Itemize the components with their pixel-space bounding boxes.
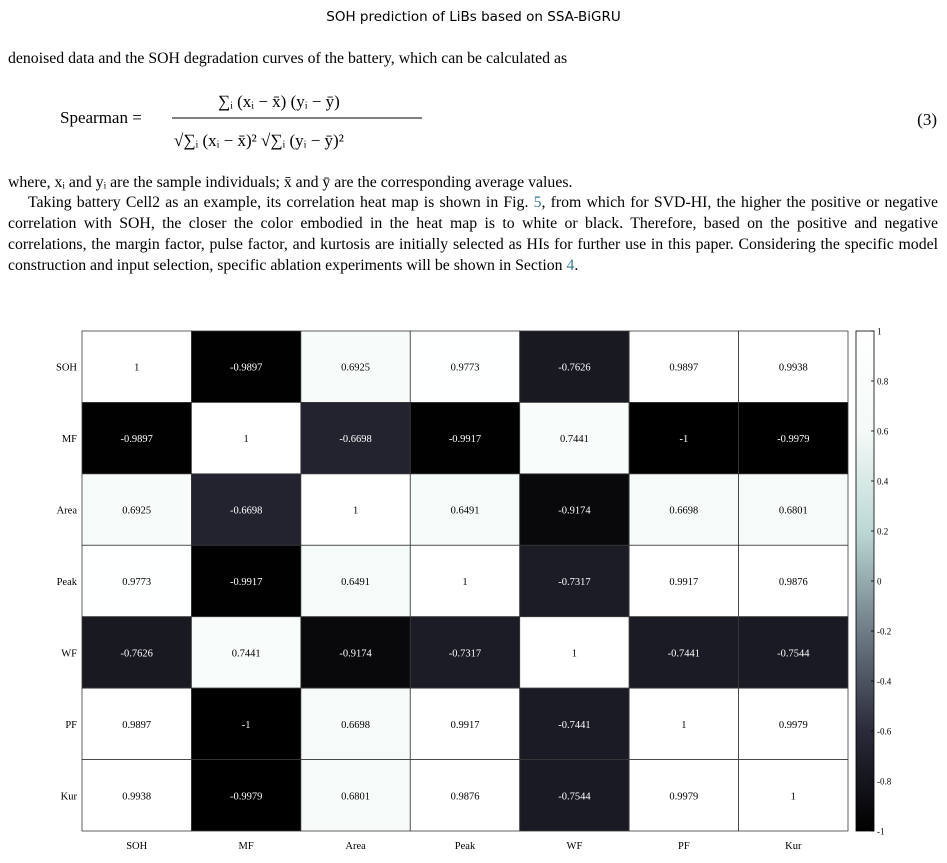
heatmap-cell-value: -0.7317 [558,577,591,588]
colorbar-tick-label: 0 [877,576,882,587]
heatmap-cell-value: 0.9979 [669,791,699,803]
heatmap-cell-value: 0.6698 [669,505,699,517]
colorbar-tick-label: 1 [877,326,882,337]
row-label: WF [61,648,77,660]
column-label: PF [678,841,690,852]
heatmap-cell-value: 0.7441 [559,434,589,446]
heatmap-cell-value: 0.6925 [341,362,371,374]
heatmap-cell-value: -0.9897 [229,362,263,374]
equation-block [0,86,947,164]
heatmap-cell-value: 0.9979 [778,719,808,731]
row-label: PF [65,719,77,731]
heatmap-cell-value: 1 [462,577,468,588]
heatmap-cell-value: 0.9876 [450,791,480,803]
heatmap-cell-value: 0.9938 [778,362,808,374]
section-reference-link[interactable]: 4 [566,257,575,274]
heatmap-cell-value: -0.9979 [229,791,263,803]
equation-number: (3) [917,110,937,129]
heatmap-cell-value: 0.9773 [450,362,480,374]
paragraph-2: where, xᵢ and yᵢ are the sample individuals; x̄ and ȳ are the corresponding average values. [8,174,573,191]
row-label: Peak [56,577,77,588]
equation-numerator: ∑ᵢ (xᵢ − x̄) (yᵢ − ȳ) [218,92,340,111]
heatmap-cell-value: -0.6698 [339,434,372,446]
column-label: Peak [454,841,476,852]
colorbar-tick-label: -0.6 [877,726,892,737]
colorbar-tick-label: 0.6 [877,426,889,437]
heatmap-cell-value: 1 [352,505,359,517]
heatmap-cell-value: 0.9897 [669,362,699,374]
column-label: Area [345,841,366,852]
colorbar-tick-label: -0.4 [877,676,892,687]
heatmap-cell-value: -0.7626 [120,648,153,660]
correlation-heatmap [0,326,947,858]
figure-reference-link[interactable]: 5 [533,194,542,211]
heatmap-cell-value: -0.7544 [777,648,810,660]
heatmap-cell-value: 1 [571,648,578,660]
heatmap-cell-value: -0.7317 [448,648,482,660]
row-label: Kur [60,791,77,803]
heatmap-cell-value: 0.6925 [122,505,152,517]
heatmap-cell-value: 0.6698 [341,719,371,731]
heatmap-cell-value: 0.9938 [122,791,152,803]
colorbar-tick-label: -0.8 [877,776,892,787]
heatmap-cell-value: -0.9917 [229,577,263,588]
colorbar-tick-label: 0.4 [877,476,889,487]
column-label: MF [238,841,254,852]
colorbar-tick-label: 0.8 [877,376,889,387]
heatmap-cell-value: -0.6698 [229,505,263,517]
equation-fraction [170,86,430,164]
heatmap-cell-value: -0.9174 [558,505,591,517]
heatmap-cell-value: -0.7626 [558,362,591,374]
heatmap-cell-value: 0.9917 [450,719,480,731]
correlation-heatmap-figure [0,326,947,863]
heatmap-cell-value: 1 [134,362,140,374]
heatmap-cell-value: 0.9917 [669,577,699,588]
heatmap-cell-value: 0.6801 [341,791,371,803]
heatmap-cell-value: -0.9917 [448,434,482,446]
heatmap-cell-value: -0.9174 [339,648,372,660]
colorbar-tick-label: -0.2 [877,626,892,637]
running-header: SOH prediction of LiBs based on SSA-BiGRU [326,9,621,25]
paragraph-3: Taking battery Cell2 as an example, its correlation heat map is shown in Fig. 5, from which for SVD-HI, the higher the positive or negative correlation with SOH, the closer the color embodied in the heat map is to white or black. Therefore, based on the positive and negative correlations, the margin factor, pulse factor, and kurtosis are initially selected as HIs for further use in this paper. Considering the specific model construction and input selection, specific ablation experiments will be shown in Section 4. [8,194,938,274]
colorbar-tick-label: -1 [877,826,885,837]
heatmap-cell-value: -0.9897 [120,434,153,446]
column-label: Kur [785,841,802,852]
heatmap-cell-value: 0.7441 [231,648,261,660]
equation-denominator: √∑ᵢ (xᵢ − x̄)² √∑ᵢ (yᵢ − ȳ)² [174,131,344,150]
heatmap-cell-value: 0.6801 [778,505,808,517]
row-label: MF [61,434,77,446]
equation-lhs: Spearman = [60,108,142,127]
heatmap-cell-value: 0.9773 [122,577,152,588]
heatmap-cell-value: 1 [681,719,687,731]
heatmap-cell-value: -0.7441 [558,719,591,731]
heatmap-cell-value: -0.7544 [558,791,591,803]
heatmap-cell-value: -0.7441 [667,648,701,660]
heatmap-cell-value: 0.6491 [450,505,480,517]
heatmap-cell-value: 1 [243,434,249,446]
row-label: Area [56,505,77,517]
row-label: SOH [55,362,77,374]
column-label: SOH [126,841,148,852]
colorbar-tick-label: 0.2 [877,526,889,537]
heatmap-cell-value: -1 [241,719,251,731]
heatmap-cell-value: -1 [679,434,689,446]
heatmap-cell-value: 0.9876 [778,577,808,588]
paragraph-1: denoised data and the SOH degradation curves of the battery, which can be calculated as [8,50,568,67]
heatmap-cell-value: 0.6491 [341,577,371,588]
column-label: WF [566,841,583,852]
heatmap-cell-value: -0.9979 [777,434,810,446]
heatmap-cell-value: 1 [790,791,796,803]
heatmap-cell-value: 0.9897 [122,719,152,731]
